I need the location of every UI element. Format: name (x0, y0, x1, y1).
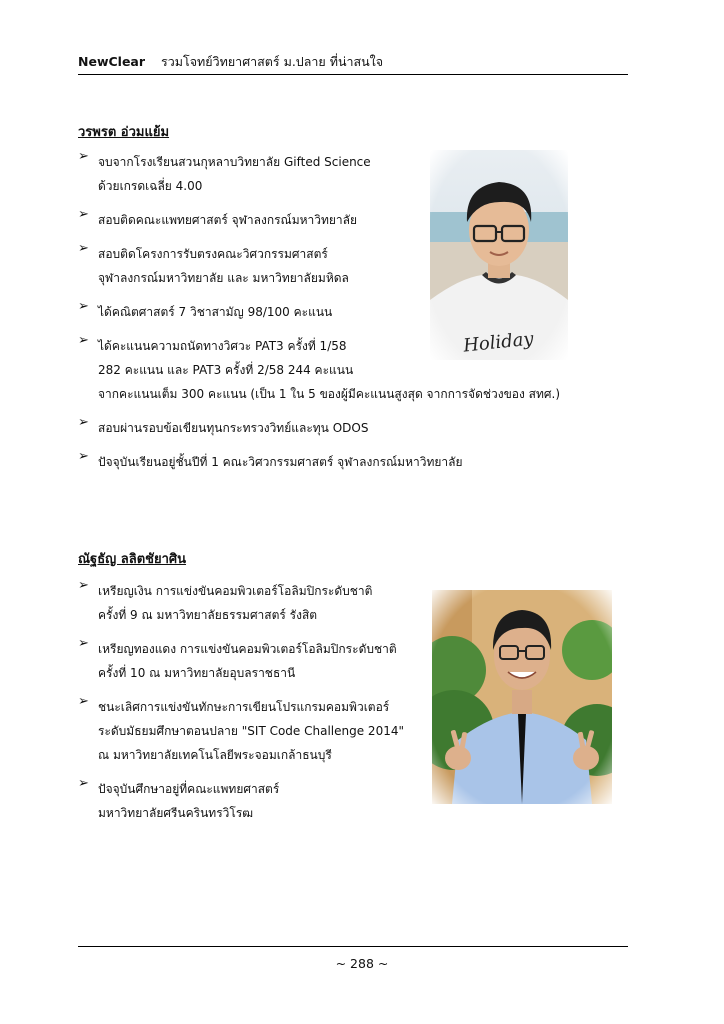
header-rule (78, 74, 628, 75)
person1-item-text: สอบติดคณะแพทยศาสตร์ จุฬาลงกรณ์มหาวิทยาลัย (98, 213, 358, 227)
page-header (78, 52, 628, 72)
header-title: รวมโจทย์วิทยาศาสตร์ ม.ปลาย ที่น่าสนใจ (161, 54, 384, 69)
arrow-bullet-icon: ➢ (78, 694, 89, 709)
arrow-bullet-icon: ➢ (78, 776, 89, 791)
person2-item-text: ปัจจุบันศึกษาอยู่ที่คณะแพทยศาสตร์ (98, 782, 280, 796)
arrow-bullet-icon: ➢ (78, 241, 89, 256)
person1-item-text: สอบผ่านรอบข้อเขียนทุนกระทรวงวิทย์และทุน ODOS (98, 421, 369, 435)
header-brand: NewClear (78, 54, 146, 69)
person1-item-text: ได้คณิตศาสตร์ 7 วิชาสามัญ 98/100 คะแนน (98, 305, 333, 319)
person1-item (78, 416, 638, 440)
arrow-bullet-icon: ➢ (78, 149, 89, 164)
person2-photo (432, 590, 612, 804)
arrow-bullet-icon: ➢ (78, 449, 89, 464)
footer-rule (78, 946, 628, 947)
person1-item-text: ได้คะแนนความถนัดทางวิศวะ PAT3 ครั้งที่ 1/58 (98, 339, 347, 353)
person2-item-text: ชนะเลิศการแข่งขันทักษะการเขียนโปรแกรมคอมพิวเตอร์ (98, 700, 390, 714)
person2-item-text: เหรียญทองแดง การแข่งขันคอมพิวเตอร์โอลิมปิกระดับชาติ (98, 642, 397, 656)
person1-item-text: ด้วยเกรดเฉลี่ย 4.00 (98, 179, 203, 193)
person1-item-text: ปัจจุบันเรียนอยู่ชั้นปีที่ 1 คณะวิศวกรรมศาสตร์ จุฬาลงกรณ์มหาวิทยาลัย (98, 455, 463, 469)
person1-item-text: จุฬาลงกรณ์มหาวิทยาลัย และ มหาวิทยาลัยมหิดล (98, 271, 349, 285)
arrow-bullet-icon: ➢ (78, 578, 89, 593)
page-number: ~ 288 ~ (335, 956, 389, 971)
person2-item-text: ครั้งที่ 10 ณ มหาวิทยาลัยอุบลราชธานี (98, 666, 296, 680)
person1-item-text: สอบติดโครงการรับตรงคณะวิศวกรรมศาสตร์ (98, 247, 328, 261)
arrow-bullet-icon: ➢ (78, 299, 89, 314)
person2-item-text: มหาวิทยาลัยศรีนครินทรวิโรฒ (98, 806, 254, 820)
person2-item-text: ครั้งที่ 9 ณ มหาวิทยาลัยธรรมศาสตร์ รังสิต (98, 608, 318, 622)
person2-name: ณัฐธัญ ลลิตชัยาศิน (78, 552, 187, 567)
person1-item (78, 450, 638, 474)
arrow-bullet-icon: ➢ (78, 636, 89, 651)
person1-item-text: จบจากโรงเรียนสวนกุหลาบวิทยาลัย Gifted Science (98, 155, 371, 169)
arrow-bullet-icon: ➢ (78, 333, 89, 348)
person1-item-text: จากคะแนนเต็ม 300 คะแนน (เป็น 1 ใน 5 ของผู้มีคะแนนสูงสุด จากการจัดช่วงของ สทศ.) (98, 387, 561, 401)
person1-photo (430, 150, 568, 360)
person1-name: วรพรต อ่วมแย้ม (78, 125, 170, 140)
arrow-bullet-icon: ➢ (78, 415, 89, 430)
person2-item-text: ณ มหาวิทยาลัยเทคโนโลยีพระจอมเกล้าธนบุรี (98, 748, 332, 762)
person1-item-text: 282 คะแนน และ PAT3 ครั้งที่ 2/58 244 คะแนน (98, 363, 354, 377)
person2-item-text: ระดับมัธยมศึกษาตอนปลาย "SIT Code Challenge 2014" (98, 724, 404, 738)
arrow-bullet-icon: ➢ (78, 207, 89, 222)
person2-item-text: เหรียญเงิน การแข่งขันคอมพิวเตอร์โอลิมปิกระดับชาติ (98, 584, 373, 598)
